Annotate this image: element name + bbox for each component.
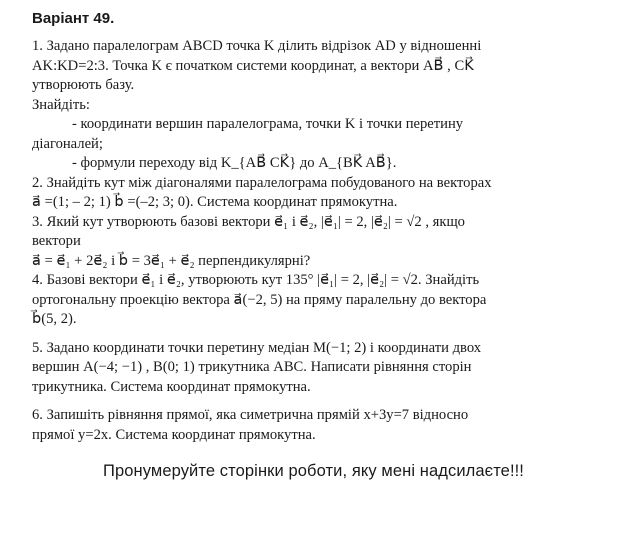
task-3-line-1: 3. Який кут утворюють базові вектори e⃗₁ і e⃗₂, |e⃗₁| = 2, |e⃗₂| = √2 , якщо xyxy=(32,213,465,230)
task-3-line-3: a⃗ = e⃗₁ + 2e⃗₂ і b⃗ = 3e⃗₁ + e⃗₂ перпендикулярні? xyxy=(32,252,311,269)
task-4 xyxy=(32,271,595,330)
task-2 xyxy=(32,174,595,213)
task-5 xyxy=(32,339,595,398)
task-3-line-2: вектори xyxy=(32,233,81,249)
footer-note: Пронумеруйте сторінки роботи, яку мені надсилаєте!!! xyxy=(103,462,524,480)
task-1-line-5: - координати вершин паралелограма, точки K і точки перетину xyxy=(72,116,464,132)
task-4-line-1: 4. Базові вектори e⃗₁ і e⃗₂, утворюють кут 135° |e⃗₁| = 2, |e⃗₂| = √2. Знайдіть xyxy=(32,272,480,288)
task-3 xyxy=(32,213,595,272)
task-6-line-1: 6. Запишіть рівняння прямої, яка симетрична прямій x+3y=7 відносно xyxy=(32,407,469,423)
variant-title: Варіант 49. xyxy=(32,10,115,27)
task-1-line-2: AK:KD=2:3. Точка K є початком системи координат, а вектори AB⃗ , CK⃗ xyxy=(32,57,474,74)
task-5-line-1: 5. Задано координати точки перетину медіан M(−1; 2) і координати двох xyxy=(32,339,482,356)
task-5-line-2: вершин A(−4; −1) , B(0; 1) трикутника ABC. Написати рівняння сторін xyxy=(32,359,472,375)
task-2-line-1: 2. Знайдіть кут між діагоналями паралелограма побудованого на векторах xyxy=(32,174,492,191)
task-1-line-3: утворюють базу. xyxy=(32,77,135,93)
task-6 xyxy=(32,406,595,445)
task-1-line-7: - формули переходу від K_{AB⃗ CK⃗} до A_{BK⃗ AB⃗}. xyxy=(72,155,397,171)
task-6-line-2: прямої y=2x. Система координат прямокутна. xyxy=(32,426,316,443)
task-1 xyxy=(32,37,595,174)
task-1-line-1: 1. Задано паралелограм ABCD точка K ділить відрізок AD у відношенні xyxy=(32,38,482,54)
task-2-line-2: a⃗ =(1; – 2; 1) b⃗ =(–2; 3; 0). Система координат прямокутна. xyxy=(32,194,398,210)
task-1-line-6: діагоналей; xyxy=(32,135,103,152)
task-5-line-3: трикутника. Система координат прямокутна. xyxy=(32,378,311,395)
task-4-line-2: ортогональну проекцію вектора a⃗(−2, 5) на пряму паралельну до вектора xyxy=(32,291,487,308)
task-1-line-4: Знайдіть: xyxy=(32,96,90,113)
task-4-line-3: b⃗(5, 2). xyxy=(32,311,77,327)
